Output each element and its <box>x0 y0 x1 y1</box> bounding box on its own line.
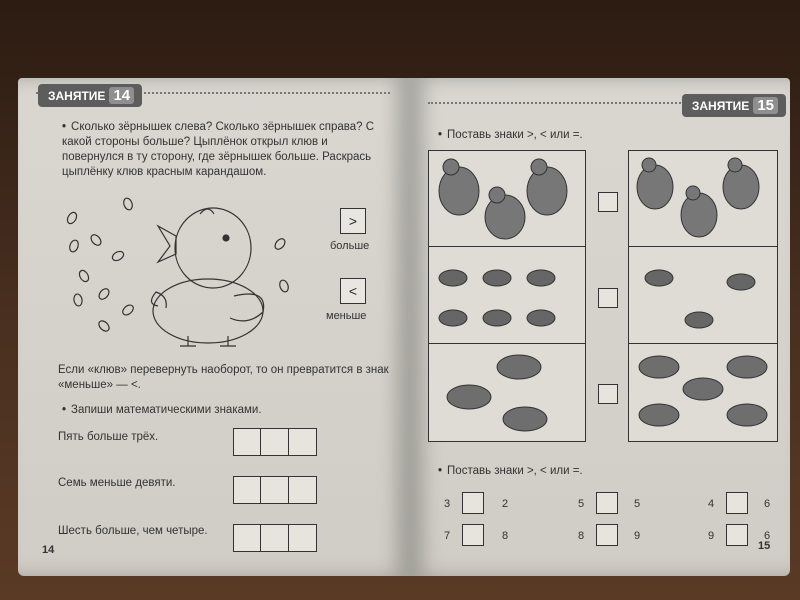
lesson-label: ЗАНЯТИЕ <box>691 98 750 113</box>
lesson-number: 14 <box>109 87 134 104</box>
exercise-2-answer-cells[interactable] <box>234 476 317 504</box>
compare-3-left: 5 <box>578 498 585 510</box>
compare-3-answer[interactable] <box>596 492 618 514</box>
task-chick-instructions: • Сколько зёрнышек слева? Сколько зёрнышек справа? С какой стороны больше? Цыплёнок открыл клюв и повернулся в ту сторону, где зёрнышек больше. Раскрась цыплёнку клюв красным карандашом. <box>62 120 392 180</box>
compare-6-left: 9 <box>708 530 715 542</box>
exercise-3-text: Шесть больше, чем четыре. <box>58 525 208 537</box>
chick-with-seeds-illustration <box>58 196 298 346</box>
less-sign-box: < <box>340 278 366 304</box>
exercise-1-text: Пять больше трёх. <box>58 431 159 443</box>
turtle-icon <box>629 345 779 441</box>
compare-2-right: 8 <box>502 530 509 542</box>
task-write-signs-title: • Запиши математическими знаками. <box>62 403 262 418</box>
greater-label: больше <box>330 240 370 252</box>
compare-6-right: 6 <box>764 530 771 542</box>
compare-box-ducks[interactable] <box>598 288 618 308</box>
lesson-number: 15 <box>753 97 778 114</box>
compare-4-answer[interactable] <box>596 524 618 546</box>
compare-5-answer[interactable] <box>726 492 748 514</box>
lesson-tab-15 <box>682 94 786 117</box>
compare-3-right: 5 <box>634 498 641 510</box>
beak-note: Если «клюв» перевернуть наоборот, то он превратится в знак «меньше» — <. <box>58 364 389 391</box>
compare-2-answer[interactable] <box>462 524 484 546</box>
compare-1-left: 3 <box>444 498 451 510</box>
less-label: меньше <box>326 310 367 322</box>
squirrel-icon <box>429 151 587 246</box>
compare-4-right: 9 <box>634 530 641 542</box>
left-page <box>18 78 410 576</box>
turtle-icon <box>429 345 587 441</box>
duck-icon <box>629 248 779 343</box>
compare-box-squirrels[interactable] <box>598 192 618 212</box>
greater-sign-box: > <box>340 208 366 234</box>
pictures-group-right <box>628 150 778 442</box>
duck-icon <box>429 248 587 343</box>
exercise-1-answer-cells[interactable] <box>234 428 317 456</box>
squirrel-icon <box>629 151 779 246</box>
right-page <box>410 78 790 576</box>
lesson-label: ЗАНЯТИЕ <box>48 88 106 103</box>
compare-5-left: 4 <box>708 498 715 510</box>
compare-1-answer[interactable] <box>462 492 484 514</box>
workbook-spread <box>18 78 790 576</box>
compare-2-left: 7 <box>444 530 451 542</box>
compare-5-right: 6 <box>764 498 771 510</box>
pictures-group-left <box>428 150 586 442</box>
lesson-tab-14 <box>38 84 142 107</box>
page-number-left: 14 <box>42 544 55 556</box>
compare-4-left: 8 <box>578 530 585 542</box>
compare-box-turtles[interactable] <box>598 384 618 404</box>
exercise-3-answer-cells[interactable] <box>234 524 317 552</box>
task-compare-numbers-title: • Поставь знаки >, < или =. <box>438 464 583 479</box>
compare-6-answer[interactable] <box>726 524 748 546</box>
exercise-2-text: Семь меньше девяти. <box>58 477 176 489</box>
task-compare-pictures-title: • Поставь знаки >, < или =. <box>438 128 583 143</box>
page-number-right: 15 <box>758 540 771 552</box>
compare-1-right: 2 <box>502 498 509 510</box>
